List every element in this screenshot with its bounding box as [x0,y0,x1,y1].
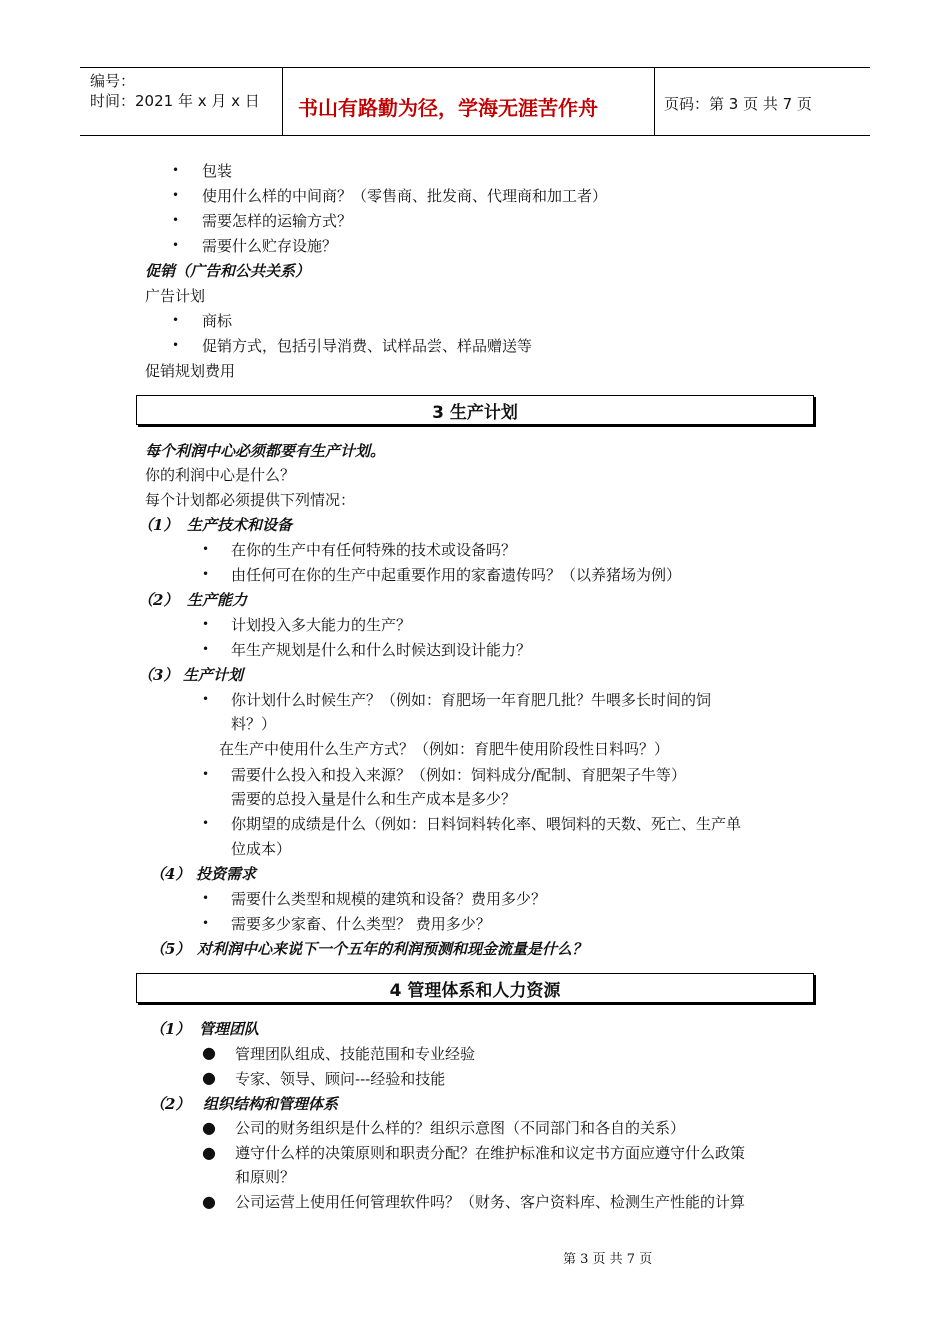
subheading-number: （4） [150,865,191,883]
emphasis-line: 每个利润中心必须都要有生产计划。 [145,442,386,460]
subheading-promotion: 促销（广告和公共关系） [145,262,311,280]
section-title-production-plan: 3 生产计划 [136,395,814,425]
list-item: 使用什么样的中间商？（零售商、批发商、代理商和加工者） [202,187,608,205]
bullet-icon: • [172,313,180,327]
subheading-production-plan: 生产计划 [183,666,244,684]
bullet-icon: • [202,567,210,581]
list-item: 你计划什么时候生产？（例如：育肥场一年育肥几批？牛喂多长时间的饲 [231,691,712,709]
bullet-icon: • [202,642,210,656]
bullet-icon: • [202,767,210,781]
subheading-number: （1） [138,516,179,534]
list-item: 年生产规划是什么和什么时候达到设计能力？ [231,641,532,659]
subheading-number: （1） [150,1020,191,1038]
subheading-number: （2） [150,1095,191,1113]
bullet-icon: • [202,816,210,830]
bullet-icon: ● [202,1043,216,1062]
header-bottom-rule [80,135,870,136]
list-item: 包装 [202,162,233,180]
paragraph: 广告计划 [145,287,206,305]
bullet-icon: ● [202,1068,216,1087]
bullet-icon: • [202,891,210,905]
bullet-icon: ● [202,1143,216,1162]
subheading-investment: 投资需求 [196,865,257,883]
list-item: 计划投入多大能力的生产？ [231,616,412,634]
list-item: 商标 [202,312,233,330]
list-item: 由任何可在你的生产中起重要作用的家畜遗传吗？（以养猪场为例） [231,566,682,584]
header-top-rule [80,67,870,68]
page-footer: 第 3 页 共 7 页 [563,1252,653,1267]
paragraph: 你的利润中心是什么？ [145,466,296,484]
subheading-org-structure: 组织结构和管理体系 [203,1095,339,1113]
list-item: 你期望的成绩是什么（例如：日料饲料转化率、喂饲料的天数、死亡、生产单 [231,815,742,833]
list-item: 需要多少家畜、什么类型？ 费用多少？ [231,915,491,933]
bullet-icon: ● [202,1118,216,1137]
list-item: 公司运营上使用任何管理软件吗？（财务、客户资料库、检测生产性能的计算 [235,1193,746,1211]
bullet-icon: ● [202,1192,216,1211]
bullet-icon: • [202,916,210,930]
subheading-number: （5） [150,940,191,958]
list-item-continued: 需要的总投入量是什么和生产成本是多少？ [231,790,517,808]
list-item-continued: 和原则？ [235,1168,296,1186]
bullet-icon: • [172,238,180,252]
list-item: 公司的财务组织是什么样的？组织示意图（不同部门和各自的关系） [235,1119,686,1137]
subheading-capacity: 生产能力 [187,591,248,609]
header-time-label: 时间：2021 年 x 月 x 日 [90,92,260,110]
list-item: 管理团队组成、技能范围和专业经验 [235,1045,476,1063]
bullet-icon: • [172,163,180,177]
subheading-tech-equipment: 生产技术和设备 [187,516,293,534]
list-item: 促销方式，包括引导消费、试样品尝、样品赠送等 [202,337,533,355]
bullet-icon: • [202,617,210,631]
list-item: 专家、领导、顾问---经验和技能 [235,1070,446,1088]
subheading-management-team: 管理团队 [199,1020,260,1038]
paragraph: 促销规划费用 [145,362,236,380]
list-item: 需要什么投入和投入来源？（例如：饲料成分/配制、育肥架子牛等） [231,766,687,784]
paragraph: 每个计划都必须提供下列情况： [145,491,356,509]
bullet-icon: • [172,338,180,352]
bullet-icon: • [202,542,210,556]
subheading-number: （3） [138,666,179,684]
list-item: 需要什么贮存设施？ [202,237,338,255]
bullet-icon: • [202,692,210,706]
bullet-icon: • [172,188,180,202]
header-number-label: 编号： [90,72,136,90]
paragraph: 在生产中使用什么生产方式？（例如：育肥牛使用阶段性日料吗？） [219,740,670,758]
subheading-profit-forecast: 对利润中心来说下一个五年的利润预测和现金流量是什么？ [197,940,588,958]
list-item: 在你的生产中有任何特殊的技术或设备吗？ [231,541,517,559]
header-page-label: 页码：第 3 页 共 7 页 [664,95,812,113]
list-item: 遵守什么样的决策原则和职责分配？在维护标准和议定书方面应遵守什么政策 [235,1144,746,1162]
bullet-icon: • [172,213,180,227]
list-item-continued: 位成本） [231,840,292,858]
section-title-management: 4 管理体系和人力资源 [136,973,814,1003]
list-item-continued: 料？） [231,715,277,733]
header-divider-left [282,67,283,135]
list-item: 需要怎样的运输方式？ [202,212,353,230]
header-motto: 书山有路勤为径，学海无涯苦作舟 [298,96,598,120]
subheading-number: （2） [138,591,179,609]
list-item: 需要什么类型和规模的建筑和设备？费用多少？ [231,890,547,908]
header-divider-right [654,67,655,135]
